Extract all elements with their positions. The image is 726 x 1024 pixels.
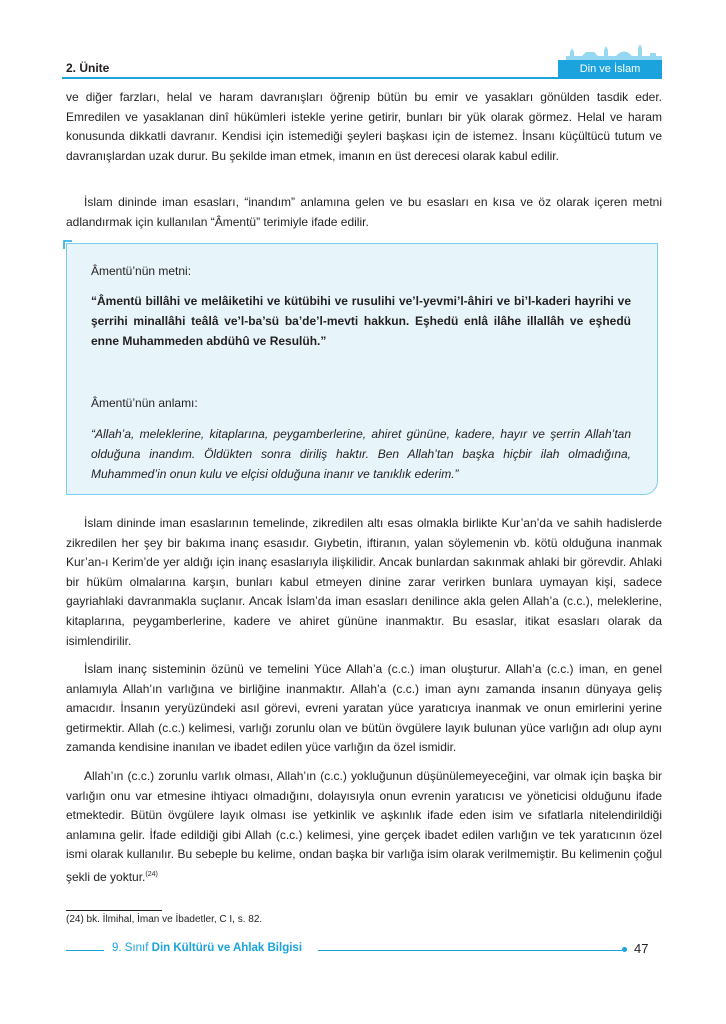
amentu-box — [66, 243, 658, 495]
amentu-meaning-body: “Allah’a, meleklerine, kitaplarına, peygamberlerine, ahiret gününe, kadere, hayır ve şerrin Allah’tan olduğuna inandım. Öldükten sonra diriliş haktır. Ben Allah’tan başka hiçbir ilah olmadığına, Muhammed’in onun kulu ve elçisi olduğuna inanır ve tanıklık ederim.” — [91, 427, 631, 481]
box-corner-icon — [63, 240, 73, 250]
amentu-text-body: “Âmentü billâhi ve melâiketihi ve kütübihi ve rusulihi ve’l-yevmi’l-âhiri ve bi’l-kaderi hayrihi ve şerrihi minallâhi teâlâ ve’l-ba’sü ba’de’l-mevti hakkun. Eşhedü enlâ ilâhe illallâh ve eşhedü enne Muhammeden abdühû ve Resulüh.” — [91, 294, 631, 348]
section-badge: Din ve İslam — [558, 60, 662, 78]
page-number: 47 — [634, 941, 649, 956]
paragraph-5-text: Allah’ın (c.c.) zorunlu varlık olması, Allah’ın (c.c.) yokluğunun düşünülemeyeceğini, var olmak için başka bir varlığın onu var etmesine ihtiyacı olmadığını, dolayısıyla onun evrenin yaratıcısı ve yöneticisi olduğunu ifade etmektedir. Bütün övgülere layık olması ise yetkinlik ve aşkınlık ifade eden isim ve sıfatlarla nitelendirildiği anlamına gelir. İfade edildiği gibi Allah (c.c.) kelimesi, yine gerçek ibadet edilen varlığın ve tek yaratıcının özel ismi olarak kullanılır. Bu sebeple bu kelime, ondan başka bir varlığa isim olarak verilmemiştir. Bu kelimenin çoğul şekli de yoktur. — [66, 769, 662, 884]
amentu-meaning-heading: Âmentü’nün anlamı: — [91, 396, 198, 410]
page-header — [62, 58, 662, 80]
footnote: (24) bk. İlmihal, İman ve İbadetler, C I, s. 82. — [66, 914, 263, 925]
footer-dot — [622, 947, 627, 952]
footer-grade: 9. Sınıf — [112, 942, 149, 954]
paragraph-5 — [66, 767, 662, 888]
footer-line-right — [318, 950, 622, 951]
footnote-ref[interactable]: (24) — [145, 870, 158, 878]
paragraph-4: İslam inanç sisteminin özünü ve temelini Yüce Allah’a (c.c.) iman oluşturur. Allah’a (c.c.) iman, en genel anlamıyla Allah’ın varlığına ve birliğine inanmaktır. Allah’a (c.c.) iman aynı zamanda insanın dünyaya geliş amacıdır. İnsanın yeryüzündeki asıl görevi, evreni yaratan yüce yaratıcıya inanmak ve onun emirlerini yerine getirmektir. Allah (c.c.) kelimesi, varlığı zorunlu olan ve bütün övgülere layık bulunan yüce varlığın adı olup aynı zamanda kendisine inanılan ve ibadet edilen yüce varlığın da özel ismidir. — [66, 662, 662, 755]
paragraph-1: ve diğer farzları, helal ve haram davranışları öğrenip bütün bu emir ve yasakları gönülden tasdik eder. Emredilen ve yasaklanan dinî hükümleri istekle yerine getirir, bunları bir yük olarak görmez. Helal ve haram konusunda dikkatli davranır. Kendisi için istemediği şeyleri başkası için de istemez. İnsanı küçültücü tutum ve davranışlardan uzak durur. Bu şekilde iman etmek, imanın en üst derecesi olarak kabul edilir. — [66, 90, 662, 163]
footer-line-left — [66, 950, 104, 951]
footer-course: Din Kültürü ve Ahlak Bilgisi — [151, 942, 303, 954]
footnote-rule — [66, 910, 162, 911]
amentu-text-heading: Âmentü’nün metni: — [91, 264, 192, 278]
paragraph-3: İslam dininde iman esaslarının temelinde, zikredilen altı esas olmakla birlikte Kur’an’da ve sahih hadislerde zikredilen her şey bir bakıma inanç esasıdır. Gıybetin, iftiranın, yalan söylemenin vb. kötü olduğuna inanmak Kur’an-ı Kerim’de yer aldığı için inanç esaslarıyla ilişkilidir. Ancak bunlardan sakınmak ahlaki bir görevdir. Ahlaki bir hüküm olmalarına karşın, bunları kabul etmeyen dinine zarar verirken bunlara uymayan kişi, sadece gayriahlaki davranmakla suçlanır. Ancak İslam’da iman esasları denilince akla gelen Allah’a (c.c.), meleklerine, kitaplarına, peygamberlerine, kadere ve ahiret gününe inanmaktır. Bu esaslar, itikat esasları olarak da isimlendirilir. — [66, 516, 662, 648]
footer-title — [112, 942, 302, 954]
paragraph-2: İslam dininde iman esasları, “inandım” anlamına gelen ve bu esasları en kısa ve öz olarak içeren metni adlandırmak için kullanılan “Âmentü” terimiyle ifade edilir. — [66, 195, 662, 229]
unit-label: 2. Ünite — [66, 61, 110, 75]
